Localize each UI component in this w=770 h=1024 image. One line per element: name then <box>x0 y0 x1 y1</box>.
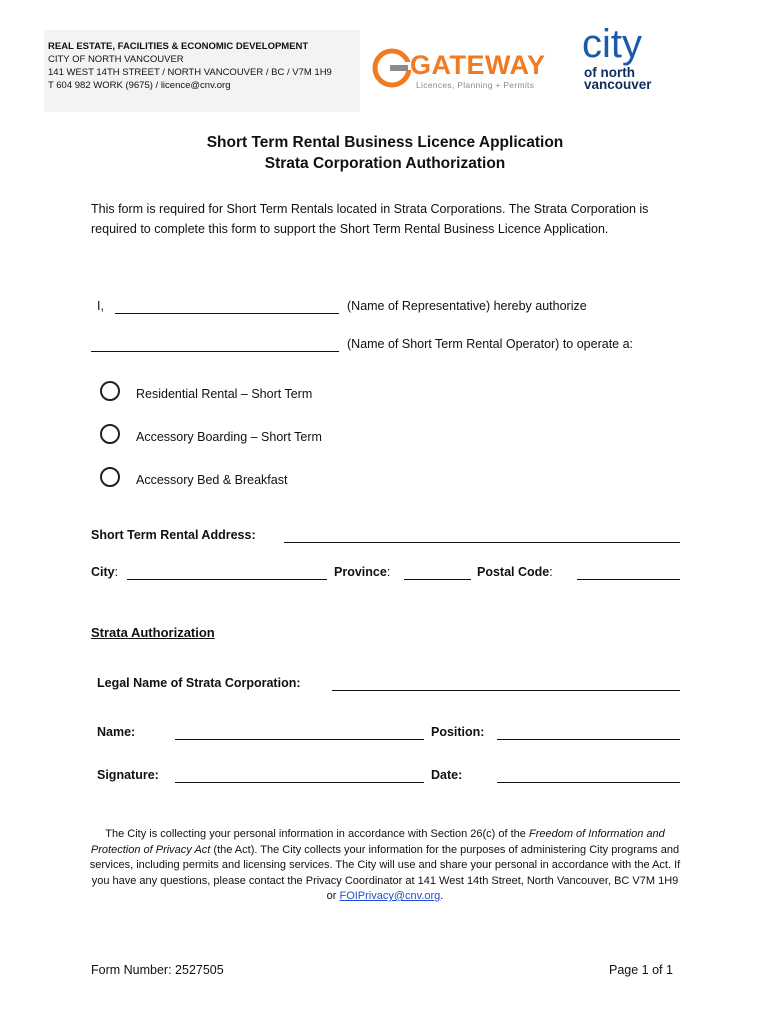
gateway-g-logo-icon <box>372 48 412 88</box>
city-field[interactable] <box>127 579 327 580</box>
legal-name-field[interactable] <box>332 690 680 691</box>
department-name: REAL ESTATE, FACILITIES & ECONOMIC DEVELOPMENT <box>48 41 309 52</box>
legal-name-label: Legal Name of Strata Corporation: <box>97 676 301 690</box>
operator-name-field[interactable] <box>91 351 339 352</box>
representative-label: (Name of Representative) hereby authorize <box>347 299 587 313</box>
privacy-act-name: Freedom of Information and Protection of Privacy Act <box>90 828 665 856</box>
option-accessory-boarding: Accessory Boarding – Short Term <box>136 430 322 444</box>
position-label: Position: <box>431 725 485 739</box>
form-number: Form Number: 2527505 <box>91 963 224 977</box>
street-address: 141 WEST 14TH STREET / NORTH VANCOUVER / BC / V7M 1H9 <box>48 67 332 78</box>
strata-name-label: Name: <box>97 725 136 739</box>
authorize-prefix: I, <box>97 299 104 313</box>
postal-field-label <box>477 565 553 579</box>
city-field-label <box>91 565 118 579</box>
contact-line: T 604 982 WORK (9675) / licence@cnv.org <box>48 80 231 91</box>
province-label: Province <box>334 565 387 579</box>
city-logo-of-north: of north <box>584 65 635 80</box>
privacy-text-1: The City is collecting your personal information in accordance with Section 26(c) of the <box>105 828 529 840</box>
date-field[interactable] <box>497 782 680 783</box>
page-number: Page 1 of 1 <box>609 963 673 977</box>
privacy-text-2: (the Act). The City collects your information for the purposes of administering City programs and services, including permits and licensing services. The City will use and share your personal in accordance with the Act. If you have any questions, please contact the Privacy Coordinator at 141 West 14th Street, North Vancouver, BC V7M 1H9 or <box>89 843 681 902</box>
gateway-wordmark: GATEWAY <box>410 50 546 80</box>
form-subtitle: Strata Corporation Authorization <box>264 155 506 172</box>
form-title: Short Term Rental Business Licence Application <box>206 134 564 151</box>
radio-accessory-boarding[interactable] <box>100 424 120 444</box>
postal-code-field[interactable] <box>577 579 680 580</box>
city-colon: : <box>114 565 119 579</box>
option-bed-and-breakfast: Accessory Bed & Breakfast <box>136 473 288 487</box>
province-field-label <box>334 565 390 579</box>
position-field[interactable] <box>497 739 680 740</box>
privacy-notice <box>88 827 682 905</box>
province-field[interactable] <box>404 579 471 580</box>
privacy-email-link[interactable]: FOIPrivacy@cnv.org <box>339 890 441 902</box>
strata-heading: Strata Authorization <box>91 625 215 640</box>
intro-paragraph: This form is required for Short Term Rentals located in Strata Corporations. The Strata Corporation is required to complete this form to support the Short Term Rental Business Licence Application. <box>91 202 649 236</box>
rental-address-field[interactable] <box>284 542 680 543</box>
option-residential-rental: Residential Rental – Short Term <box>136 387 313 401</box>
radio-residential-rental[interactable] <box>100 381 120 401</box>
city-logo-word: city <box>582 22 642 66</box>
postal-code-label: Postal Code <box>477 565 550 579</box>
rental-address-label: Short Term Rental Address: <box>91 528 256 542</box>
strata-name-field[interactable] <box>175 739 424 740</box>
date-label: Date: <box>431 768 463 782</box>
operator-label: (Name of Short Term Rental Operator) to operate a: <box>347 337 634 351</box>
privacy-text-end: . <box>440 890 444 902</box>
city-label: City <box>91 565 115 579</box>
city-logo-vancouver: vancouver <box>584 77 652 92</box>
gateway-logo <box>372 46 552 92</box>
signature-label: Signature: <box>97 768 159 782</box>
city-logo <box>582 24 682 92</box>
representative-name-field[interactable] <box>115 313 339 314</box>
gateway-tagline: Licences, Planning + Permits <box>416 80 535 90</box>
radio-bed-and-breakfast[interactable] <box>100 467 120 487</box>
postal-colon: : <box>549 565 553 579</box>
signature-field[interactable] <box>175 782 424 783</box>
city-name: CITY OF NORTH VANCOUVER <box>48 54 184 65</box>
province-colon: : <box>386 565 391 579</box>
